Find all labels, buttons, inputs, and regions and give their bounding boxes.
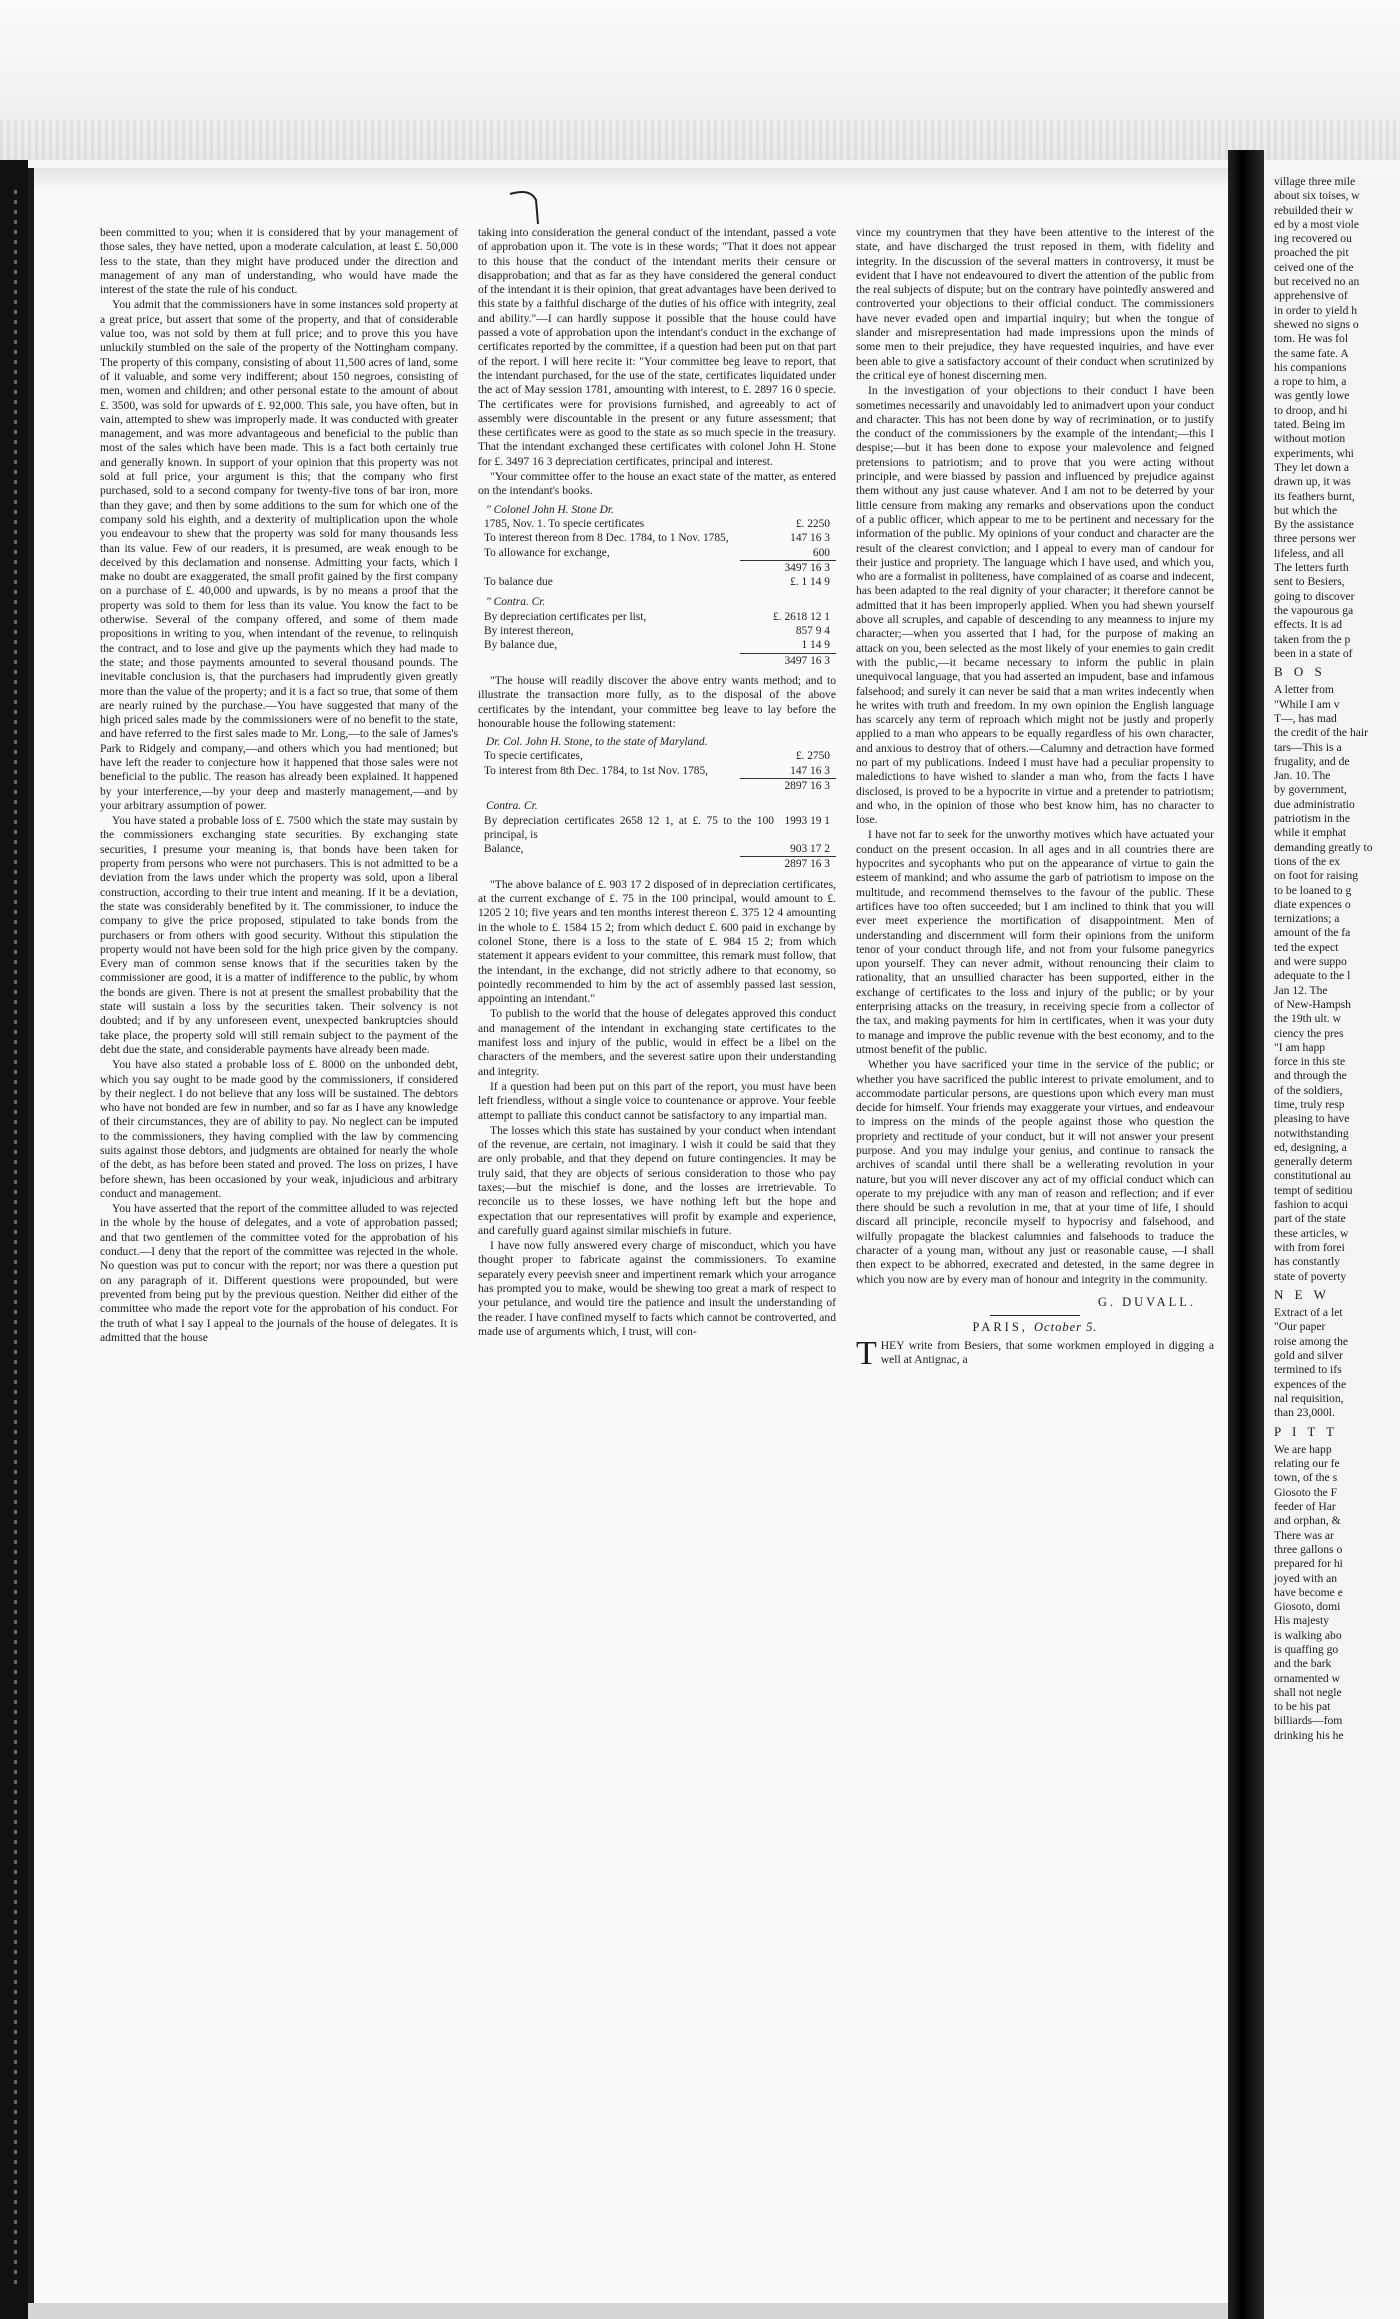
adjacent-line: fashion to acqui: [1274, 1198, 1349, 1212]
adjacent-line: time, truly resp: [1274, 1098, 1345, 1111]
account-row: By depreciation certificates per list, £. 2618 12 1: [484, 610, 830, 623]
dateline-place: PARIS,: [972, 1320, 1028, 1335]
adjacent-heading: Extract of a let: [1274, 1306, 1343, 1320]
adjacent-line: taken from the p: [1274, 632, 1351, 646]
newspaper-page: [28, 168, 1234, 2303]
adjacent-line: is walking abo: [1274, 1628, 1342, 1642]
dateline: [856, 1320, 1214, 1334]
adjacent-line: about six toises, w: [1274, 189, 1360, 203]
adjacent-line: drawn up, it was: [1274, 475, 1351, 489]
column-1: [100, 226, 458, 2281]
adjacent-line: T—, has mad: [1274, 711, 1337, 725]
adjacent-line: to droop, and hi: [1274, 403, 1348, 417]
account-row: Balance, 903 17 2: [484, 843, 830, 856]
adjacent-line: have become e: [1274, 1585, 1343, 1599]
account-total: 3497 16 3: [740, 653, 836, 668]
adjacent-line: ciency the pres: [1274, 1026, 1344, 1040]
account-stone-dr: [478, 503, 836, 590]
adjacent-line: three persons wer: [1274, 532, 1356, 546]
account-total: 3497 16 3: [740, 560, 836, 575]
scanner-background: [0, 0, 1400, 160]
adjacent-line: demanding greatly to: [1274, 840, 1373, 854]
account-heading: Contra. Cr.: [486, 800, 538, 813]
binding-edge: [0, 160, 28, 2319]
account-maryland-cr: [478, 799, 836, 871]
adjacent-line: of New-Hampsh: [1274, 997, 1351, 1011]
account-row: To allowance for exchange, 600: [484, 546, 830, 559]
col3-paragraph: vince my countrymen that they have been attentive to the interest of the state, and have discharged the trust reposed in them, with fidelity and integrity. In the discussion of the several matters in controversy, it must be evident that I have not endeavoured to divert the attention of the public from the real subjects of dispute; but on the contrary have pointedly answered and controverted your objections to their official conduct. The commissioners have never evaded open and impartial inquiry; but when the tongue of slander and misrepresentation had made impressions upon the minds of some men to their prejudice, they have requested inquiries, and have ever been able to give a satisfactory account of their conduct when scrutinized by the critical eye of honest discerning men.: [856, 226, 1214, 382]
account-heading: " Colonel John H. Stone Dr.: [486, 503, 614, 516]
col3-paragraph: In the investigation of your objections to their conduct I have been sometimes necessarily and unavoidably led to animadvert upon your conduct and character. This has not been done by way of recrimination, or to justify the conduct of the commissioners by the example of the intendant;—this I despise;—but it has been done to expose your malevolence and feigned pretensions to patriotism; and to prove that you were acting without principle, and were biassed by passion and influenced by prejudice against them without any just cause whatever. And I am not to be deterred by your little censure from making any remarks and observations upon the conduct of a public officer, which appear to me to be pertinent and necessary for the information of the public. My opinions of your conduct and character are the result of the clearest conviction; and I appeal to every man of candour for their justice and propriety. The language which I have used, and which you, who are a formalist in politeness, have complained of as coarse and indecent, has been adapted to the real dignity of your character; it therefore cannot be admitted that it has been improperly applied. When you had shewn yourself above all scruples, and capable of descending to any meanness to injure my character;—when you asserted that I had, for the purpose of making an attack on you, been selected as the most likely of your enemies to gain credit with the public,—it became necessary to inform the public in plain unequivocal language, that you had asserted an impudent, base and infamous falsehood; and surely it can never be said that a man writes indecently when he writes with truth and freedom. In my own opinion the English language has scarcely any term of reproach which might not be justly and properly applied to a man who appears to be equally regardless of his own character, and anxious to destroy that of others.—Calumny and detraction have formed no part of my publications. Indeed I must have had a peculiar propensity to maledictions to have wished to slander a man who, from the facts I have disclosed, is proved to be a hypocrite in virtue and a pretender to patriotism; and who, in the opinion of those who best know him, has no character to lose.: [856, 384, 1214, 827]
adjacent-line: by government,: [1274, 783, 1347, 797]
adjacent-line: prepared for hi: [1274, 1557, 1343, 1571]
adjacent-line: the 19th ult. w: [1274, 1012, 1341, 1026]
adjacent-line: has constantly: [1274, 1255, 1341, 1269]
adjacent-line: in order to yield h: [1274, 303, 1358, 317]
col2-paragraph: The losses which this state has sustained by your conduct when intendant of the revenue, are certain, not imaginary. I wish it could be said that they are only probable, and that they depend on future contingencies. It may be truly said, that they are objects of serious consideration to those who pay taxes;—but the mischief is done, and the losses are irretrievable. To reconcile us to these losses, we have nothing left but the hope and expectation that our representatives will profit by example and experience, and carefully guard against similar mischiefs in future.: [478, 1123, 836, 1237]
adjacent-line: tom. He was fol: [1274, 332, 1349, 346]
account-row: By balance due, 1 14 9: [484, 639, 830, 652]
dateline-date: October 5.: [1034, 1320, 1098, 1335]
adjacent-line: is quaffing go: [1274, 1642, 1339, 1656]
adjacent-line: We are happ: [1274, 1442, 1332, 1456]
adjacent-page-text: [1274, 175, 1400, 1743]
account-heading: Dr. Col. John H. Stone, to the state of Maryland.: [486, 736, 708, 749]
adjacent-line: to be his pat: [1274, 1700, 1331, 1714]
adjacent-line: Jan. 10. The: [1274, 769, 1331, 783]
drop-cap: T: [856, 1334, 877, 1372]
adjacent-line: shall not negle: [1274, 1685, 1342, 1699]
news-item-text: HEY write from Besiers, that some workmen employed in digging a well at Antignac, a: [880, 1338, 1214, 1366]
adjacent-line: adequate to the l: [1274, 969, 1351, 983]
ink-mark-icon: [506, 186, 566, 226]
adjacent-line: of the soldiers,: [1274, 1083, 1343, 1097]
adjacent-line: but which the: [1274, 503, 1338, 517]
adjacent-line: diate expences o: [1274, 897, 1351, 911]
adjacent-line: part of the state: [1274, 1212, 1346, 1226]
adjacent-line: ed, designing, a: [1274, 1140, 1347, 1154]
adjacent-line: ornamented w: [1274, 1671, 1340, 1685]
adjacent-line: generally determ: [1274, 1155, 1353, 1169]
adjacent-line: to be loaned to g: [1274, 883, 1352, 897]
account-row: To interest from 8th Dec. 1784, to 1st Nov. 1785, 147 16 3: [484, 764, 830, 777]
col3-paragraph: I have not far to seek for the unworthy motives which have actuated your conduct on the present occasion. In all ages and in all countries there are hypocrites and sycophants who put on the appearance of virtue to gain the esteem of mankind; and who assume the garb of patriotism to impose on the multitude, and recommend themselves to the favour of the public. These artifices have too often succeeded; but I am inclined to think that you will ever meet experience the mortification of disappointment. Men of understanding and discernment will form their opinions from the uniform tenor of your conduct through life, and not from your fulsome panegyrics upon yourself. They can never admit, without renouncing their claim to rationality, that an unsullied character has been supported, either in the exchange of certificates to the loss and injury of the public; or by your enterprising attacks on the treasury, in receiving specie from a collector of the tax, and making payments for him in certificates, when it was your duty to manage and improve the public revenue with the best economy, and to the utmost benefit of the public.: [856, 828, 1214, 1056]
adjacent-line: nal requisition,: [1274, 1391, 1344, 1405]
adjacent-line: patriotism in the: [1274, 812, 1350, 826]
adjacent-heading: B O S: [1274, 664, 1326, 680]
adjacent-line: tempt of seditiou: [1274, 1183, 1353, 1197]
adjacent-line: without motion: [1274, 432, 1346, 446]
adjacent-line: state of poverty: [1274, 1269, 1347, 1283]
adjacent-line: frugality, and de: [1274, 754, 1350, 768]
adjacent-line: experiments, whi: [1274, 446, 1354, 460]
adjacent-line: its feathers burnt,: [1274, 489, 1355, 503]
adjacent-line: His majesty: [1274, 1614, 1330, 1628]
adjacent-line: constitutional au: [1274, 1169, 1351, 1183]
col1-paragraph: been committed to you; when it is considered that by your management of those sales, they have netted, upon a moderate calculation, at least £. 50,000 less to the state, than they might have produced under the direction and management of any man of understanding, who would have made the interest of the state the rule of his conduct.: [100, 226, 458, 297]
adjacent-line: gold and silver: [1274, 1349, 1343, 1363]
adjacent-line: rebuilded their w: [1274, 203, 1354, 217]
column-3: [856, 226, 1214, 2281]
adjacent-line: these articles, w: [1274, 1226, 1349, 1240]
adjacent-line: shewed no signs o: [1274, 317, 1359, 331]
col3-paragraph: Whether you have sacrificed your time in the service of the public; or whether you have sacrificed the public interest to private emolument, and to accommodate particular persons, are questions upon which every man must decide for himself. Your friends may exaggerate your virtues, and endeavour to impress on the minds of the people against those who question the propriety and rectitude of your conduct, but it will not answer your present purpose. And you may indulge your genius, and continue to ransack the archives of scandal until there shall be a wellerating revolution in your nature, but you will never discover any act of my official conduct which can operate to my prejudice with any man of reason and reflection; and if ever there should be such a revolution in me, that at your time of life, I should discard all principle, reconcile myself to hypocrisy and falsehood, and wilfully propagate the blackest calumnies and falsehoods to traduce the character of a young man, without any just or reasonable cause, —I shall then expect to be abhorred, execrated and detested, in the same degree in which you now are by every man of honour and integrity in the community.: [856, 1058, 1214, 1286]
adjacent-line: amount of the fa: [1274, 926, 1351, 940]
adjacent-line: A letter from: [1274, 683, 1334, 697]
account-row: To specie certificates, £. 2750: [484, 750, 830, 763]
account-row: To interest thereon from 8 Dec. 1784, to 1 Nov. 1785, 147 16 3: [484, 532, 830, 545]
adjacent-line: Jan 12. The: [1274, 983, 1328, 997]
col1-paragraph: You have also stated a probable loss of £. 8000 on the unbonded debt, which you say ought to be made good by the commissioners, if considered by their neglect. I do not believe that any loss will be sustained. The debtors who have not bonded are few in number, and so far as I have any knowledge of their circumstances, they are of ability to pay. No neglect can be imputed to the commissioners, they having complied with the law by commencing suits against those debtors, and judgments are obtained for nearly the whole of the debt, as has before been stated and proved. The loss on prizes, I have before shewn, has been occasioned by your weak, injudicious and arbitrary conduct and management.: [100, 1058, 458, 1200]
adjacent-line: the same fate. A: [1274, 346, 1349, 360]
adjacent-line: "Our paper: [1274, 1320, 1326, 1334]
page-bottom-edge: [28, 2303, 1228, 2319]
account-heading: " Contra. Cr.: [486, 596, 546, 609]
adjacent-line: relating our fe: [1274, 1457, 1340, 1471]
adjacent-line: lifeless, and all: [1274, 546, 1344, 560]
adjacent-line: ternizations; a: [1274, 912, 1340, 926]
account-stone-cr: [478, 595, 836, 667]
signature: G. DUVALL.: [1097, 1294, 1196, 1309]
account-row: By depreciation certificates 2658 12 1, at £. 75 to the 100 principal, is 1993 19 1: [484, 814, 830, 841]
adjacent-line: been in a state of: [1274, 646, 1353, 660]
adjacent-line: a rope to him, a: [1274, 375, 1347, 389]
col2-paragraph: I have now fully answered every charge of misconduct, which you have thought proper to fabricate against the commissioners. To examine separately every peevish sneer and impertinent remark which your arrogance has prompted you to make, would be shewing too great a mark of respect to your petulance, and would tire the patience and insult the understanding of the reader. I have confined myself to facts which cannot be controverted, and made use of arguments which, I trust, will con-: [478, 1239, 836, 1338]
adjacent-line: than 23,000l.: [1274, 1406, 1335, 1420]
adjacent-line: while it emphat: [1274, 826, 1347, 840]
adjacent-line: tated. Being im: [1274, 418, 1346, 432]
account-total: 2897 16 3: [740, 856, 836, 871]
col2-paragraph: "The above balance of £. 903 17 2 disposed of in depreciation certificates, at the current exchange of £. 75 in the 100 principal, would amount to £. 1205 2 10; five years and ten months interest thereon £. 375 12 4 amounting in the whole to £. 1584 15 2; from which deduct £. 600 paid in exchange by colonel Stone, there is a loss to the state of £. 984 15 2; from which statement it appears evident to your committee, this remark must follow, that the intendant, in the exchange, did not strictly adhere to that economy, so pointedly recommended to him by the act of assembly passed last session, appointing an intendant.": [478, 877, 836, 1006]
adjacent-line: notwithstanding: [1274, 1126, 1349, 1140]
account-maryland-dr: [478, 735, 836, 793]
adjacent-line: and the bark: [1274, 1657, 1332, 1671]
adjacent-line: billiards—fom: [1274, 1714, 1343, 1728]
adjacent-line: apprehensive of: [1274, 289, 1348, 303]
adjacent-line: "I am happ: [1274, 1040, 1326, 1054]
adjacent-heading: N E W: [1274, 1286, 1330, 1302]
account-row: 1785, Nov. 1. To specie certificates £. 2250: [484, 517, 830, 530]
adjacent-heading: P I T T: [1274, 1423, 1339, 1439]
adjacent-line: ceived one of the: [1274, 260, 1354, 274]
adjacent-line: "While I am v: [1274, 697, 1340, 711]
adjacent-line: The letters furth: [1274, 561, 1349, 575]
adjacent-line: joyed with an: [1274, 1571, 1338, 1585]
col2-paragraph: "The house will readily discover the above entry wants method; and to illustrate the transaction more fully, as to the disposal of the above certificates by the intendant, your committee beg leave to lay before the honourable house the following statement:: [478, 673, 836, 730]
col2-paragraph: "Your committee offer to the house an exact state of the matter, as entered on the intendant's books.: [478, 470, 836, 498]
col2-paragraph: taking into consideration the general conduct of the intendant, passed a vote of approbation upon it. The vote is in these words; "That it does not appear to this house that the conduct of the intendant merits their censure or disapprobation; and that as far as they have considered the general conduct of the intendant it is their opinion, that great advantages have been derived to this state by a faithful discharge of the duties of his office with integrity, zeal and ability."—I can hardly suppose it possible that the house could have passed a vote of approbation upon the intendant's conduct in the exchange of certificates reported by the committee, if a question had been put on that part of the report. I will here recite it: "Your committee beg leave to report, that the intendant purchased, for the use of the state, certificates liquidated under the act of May session 1781, amounting with interest, to £. 2897 16 0 specie. The certificates were for provisions furnished, and agreeably to act of assembly were discountable in the present or any future assessment; that these certificates were as good to the state as so much specie in the treasury. That the intendant exchanged these certificates with colonel John H. Stone for £. 3497 16 3 depreciation certificates, principal and interest.: [478, 226, 836, 468]
col1-paragraph: You have stated a probable loss of £. 7500 which the state may sustain by the commissioners exchanging state securities. By exchanging state securities, I presume your meaning is, that bonds have been taken for property from persons who were not purchasers. This is not admitted to be a deviation from the laws under which the property was sold, upon a liberal construction, according to their true intent and meaning. If it be a deviation, the state was considerably benefited by it. The commissioner, to induce the company to give the price proposed, stipulated to take bonds from the purchasers or from others with good security. Without this stipulation the property would not have been sold for the high price given by the company. Every man of common sense knows that if the securities taken by the commissioner are good, it is a matter of indifference to the public, by whom the bonds are given. There is not at present the smallest probability that the state will sustain a loss by the securities taken. Their solvency is not doubted; and if by any unforeseen event, unexpected bankruptcies should take place, the property sold will still remain subject to the payment of the debt due the state, and considerable payments have already been made.: [100, 814, 458, 1056]
adjacent-line: proached the pit: [1274, 246, 1349, 260]
adjacent-line: going to discover: [1274, 589, 1355, 603]
adjacent-line: was gently lowe: [1274, 389, 1350, 403]
adjacent-line: on foot for raising: [1274, 869, 1359, 883]
adjacent-line: effects. It is ad: [1274, 618, 1343, 632]
adjacent-line: pleasing to have: [1274, 1112, 1350, 1126]
section-rule: [990, 1315, 1080, 1316]
adjacent-line: ed by a most viole: [1274, 217, 1360, 231]
adjacent-line: with from forei: [1274, 1240, 1345, 1254]
adjacent-line: ted the expect: [1274, 940, 1339, 954]
adjacent-line: By the assistance: [1274, 518, 1354, 532]
adjacent-line: and orphan, &: [1274, 1514, 1341, 1528]
adjacent-page: [1264, 175, 1400, 2295]
news-item: [856, 1334, 1214, 1372]
adjacent-line: force in this ste: [1274, 1055, 1346, 1069]
adjacent-line: feeder of Har: [1274, 1500, 1336, 1514]
adjacent-line: his companions: [1274, 360, 1347, 374]
adjacent-line: sent to Besiers,: [1274, 575, 1345, 589]
adjacent-line: drinking his he: [1274, 1728, 1344, 1742]
account-total: 2897 16 3: [740, 778, 836, 793]
adjacent-line: three gallons o: [1274, 1542, 1343, 1556]
col1-paragraph: You admit that the commissioners have in some instances sold property at a great price, but assert that some of the property, and that of considerable value too, was not sold by them at full price; and to prove this you have unluckily stumbled on the sale of the property of the Nottingham company. The property of this company, consisting of about 11,500 acres of land, some of it valuable, and some very indifferent; about 150 negroes, consisting of men, women and children; and other personal estate to the amount of about £. 3500, was sold for upwards of £. 92,000. This sale, you have often, but in vain, attempted to shew was improperly made. It was conducted with greater management, and was more advantageous and beneficial to the public than most of the sales which have been made. This is a fact both certainly true and generally known. In support of your opinion that this property was not sold at full price, your argument is this; that the company who first purchased, sold to a second company for twenty-five tons of bar iron, more than they gave; and then by some additions to the sum for which one of the company sold his eighth, and a dexterity of multiplication upon the whole you endeavour to shew that the property was sold for many thousands less than its value. Few of our readers, it is presumed, are weak enough to be deceived by this declamation and nonsense. Admitting your facts, which I make no doubt are exaggerated, the small profit gained by the first company on a purchase of £. 40,000 and upwards, is by no means a proof that the property was sold to them for less than its value. You know the fact to be otherwise. Several of the company offered, and some of them made propositions in writing to you, when intendant of the revenue, to relinquish the contract, and to lose and give up the payments which they had made to the state; and those payments amounted to several thousand pounds. The inevitable conclusion is, that the purchasers had imprudently given greatly more than the value of the property; and it is a fact so true, that some of them are nearly ruined by the purchase.—You have suggested that many of the high priced sales made by the commissioners were of no benefit to the state, and have referred to the first sales made to Mr. Long,—to the sale of James's Park to Ridgely and company,—and others which you had mentioned; but have left the reader to conjecture how it happened that those sales were not beneficial to the public. The reason has already been explained. It happened by your interference,—by your deep and masterly management,—and by your arbitrary assumption of power.: [100, 298, 458, 812]
col2-paragraph: If a question had been put on this part of the report, you must have been left friendless, without a single voice to countenance or approve. Your feeble attempt to palliate this conduct cannot be satisfactory to any impartial man.: [478, 1079, 836, 1122]
adjacent-line: tars—This is a: [1274, 740, 1342, 754]
adjacent-line: ing recovered ou: [1274, 232, 1352, 246]
adjacent-line: town, of the s: [1274, 1471, 1338, 1485]
adjacent-line: and were suppo: [1274, 955, 1347, 969]
adjacent-line: Giosoto, domi: [1274, 1600, 1341, 1614]
account-row: By interest thereon, 857 9 4: [484, 625, 830, 638]
book-gutter: [1228, 150, 1264, 2319]
adjacent-line: the credit of the hair: [1274, 726, 1368, 740]
col2-paragraph: To publish to the world that the house of delegates approved this conduct and management of the intendant in exchanging state certificates to the manifest loss and injury of the public, would in effect be a libel on the characters of the members, and the severest satire upon their understanding and integrity.: [478, 1007, 836, 1078]
adjacent-line: and through the: [1274, 1069, 1347, 1083]
adjacent-line: but received no an: [1274, 275, 1360, 289]
adjacent-line: village three mile: [1274, 175, 1356, 188]
adjacent-line: due administratio: [1274, 797, 1355, 811]
adjacent-line: Giosoto the F: [1274, 1485, 1338, 1499]
adjacent-line: expences of the: [1274, 1377, 1347, 1391]
adjacent-line: the vapourous ga: [1274, 603, 1354, 617]
adjacent-line: There was ar: [1274, 1528, 1334, 1542]
adjacent-line: They let down a: [1274, 460, 1350, 474]
adjacent-line: termined to ifs: [1274, 1363, 1342, 1377]
adjacent-line: tions of the ex: [1274, 854, 1341, 868]
col1-paragraph: You have asserted that the report of the committee alluded to was rejected in the whole by the house of delegates, and a vote of approbation passed; and that two gentlemen of the committee voted for the approbation of his conduct.—I deny that the report of the committee was rejected in the whole. No question was put to concur with the report; nor was there a question put on any paragraph of it. Different questions were propounded, but were prevented from being put by the previous question. Neither did either of the committee who made the report vote for the approbation of his conduct. For the truth of what I say I appeal to the journals of the house of delegates. It is admitted that the house: [100, 1202, 458, 1344]
adjacent-line: roise among the: [1274, 1334, 1349, 1348]
account-row: To balance due £. 1 14 9: [484, 576, 830, 589]
column-2: [478, 226, 836, 2281]
